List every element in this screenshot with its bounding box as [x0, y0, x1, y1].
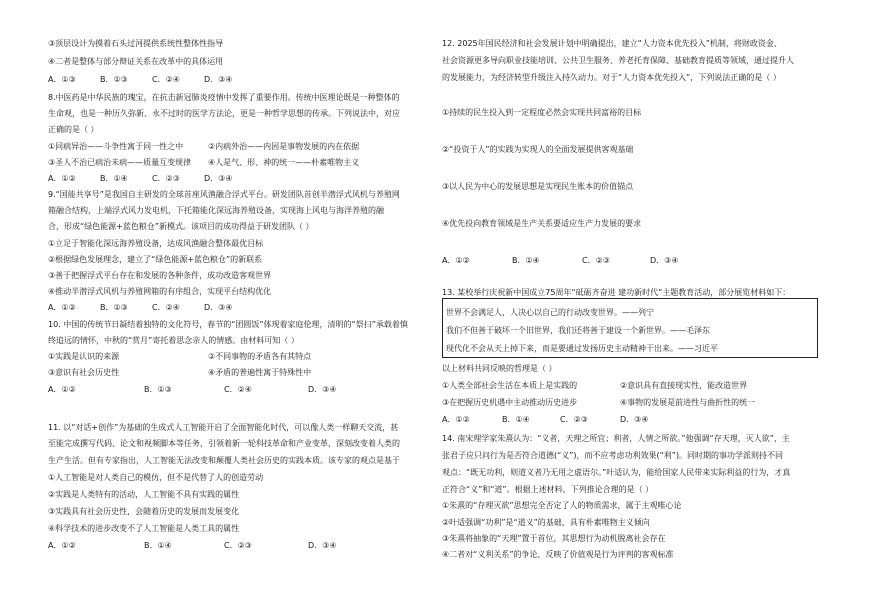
option-d[interactable]: D．③④	[204, 75, 233, 84]
q11-stem-3: 生产生活。但有专家指出，人工智能无法改变和颠覆人类社会历史的实践本质。该专家的观点是基于	[48, 456, 400, 465]
quote-lenin: 世界不会满足人，人决心以自己的行动改变世界。——列宁	[446, 308, 654, 317]
option-d[interactable]: D．③④	[308, 385, 337, 394]
q11-choice-2: ②实践是人类特有的活动，人工智能不具有实践的属性	[48, 490, 240, 499]
option-a[interactable]: A．①②	[48, 385, 76, 394]
option-c[interactable]: C．②④	[224, 385, 252, 394]
q13-stem-2: 以上材料共同反映的哲理是（ ）	[442, 364, 557, 373]
q14-stem-4: 正符合“义”和“道”。根据上述材料，下列推论合理的是（ ）	[442, 485, 654, 494]
q11-choice-3: ③实践具有社会历史性，会随着历史的发展而发展变化	[48, 507, 240, 516]
q10-stem-2: 终追远的情怀，中秋的“赏月”寄托着思念亲人的情感。由材料可知（ ）	[48, 336, 299, 345]
q8-choice-3: ③圣人不治已病治未病——质量互变规律	[48, 158, 192, 167]
option-a[interactable]: A．①②	[48, 303, 76, 312]
q9-choice-2: ②根据绿色发展理念，建立了“绿色能源+蓝色粮仓”的新联系	[48, 255, 263, 264]
option-d[interactable]: D．③④	[620, 415, 649, 424]
q8-choice-4: ④人是气、形、神的统一——朴素唯物主义	[208, 158, 360, 167]
q9-choice-1: ①立足于智能化深远海养殖设备，达成风渔融合整体最优目标	[48, 239, 264, 248]
option-b[interactable]: B．①④	[100, 174, 128, 183]
option-b[interactable]: B．①③	[100, 303, 128, 312]
option-b[interactable]: B．①③	[100, 75, 128, 84]
q12-choice-4: ④优先投向教育领域是生产关系要适应生产力发展的要求	[442, 219, 642, 228]
option-c[interactable]: C．②③	[224, 541, 252, 550]
q9-stem-1: 9.“国能共享号”是我国自主研发的全球首座风渔融合浮式平台。研发团队首创半潜浮式风机与养殖网	[48, 190, 400, 199]
q14-stem-2: 张君子应只问行为是否符合道德(“义”)，而不应考虑功利效果(“利”)。同时期的事功学派则持不同	[442, 451, 784, 460]
option-c[interactable]: C．②③	[560, 415, 588, 424]
q11-choice-4: ④科学技术的进步改变不了人工智能是人类工具的属性	[48, 524, 240, 533]
q12-choice-3: ③以人民为中心的发展思想是实现民生账本的价值锚点	[442, 182, 634, 191]
q14-choice-3: ③朱熹将抽象的“天理”置于首位，其思想行为动机脱离社会存在	[442, 534, 666, 543]
option-a[interactable]: A．①③	[48, 75, 76, 84]
option-c[interactable]: C．②③	[152, 174, 180, 183]
q13-choice-3: ③在把握历史机遇中主动推动历史进步	[442, 398, 578, 407]
option-a[interactable]: A．①②	[442, 415, 470, 424]
q13-stem-1: 13. 某校举行庆祝新中国成立75周年“砥砺齐奋进 建功新时代”主题教育活动，部分展览材料如下：	[442, 288, 791, 297]
q12-stem-2: 社会资源更多导向职业技能培训、公共卫生服务、养老托育保障、基础教育提质等领域，通过提升人	[442, 56, 794, 65]
q9-stem-2: 箱融合结构，上端浮式风力发电机，下托箱能化深远海养殖设备，实现海上风电与海洋养殖的融	[48, 206, 384, 215]
option-d[interactable]: D．③④	[204, 303, 233, 312]
option-3-prev: ③顶层设计为摸着石头过河提供系统性整体性指导	[48, 39, 224, 48]
option-a[interactable]: A．①②	[442, 256, 470, 265]
quote-mao: 我们不但善于破坏一个旧世界，我们还将善于建设一个新世界。——毛泽东	[446, 326, 710, 335]
q10-choice-4: ④矛盾的普遍性寓于特殊性中	[208, 368, 312, 377]
q11-stem-2: 至能完成撰写代码、论文和视频脚本等任务，引领着新一轮科技革命和产业变革，深刻改变着人类的	[48, 439, 400, 448]
option-c[interactable]: C．②④	[152, 75, 180, 84]
q8-choice-2: ②内病外治——内因是事物发展的内在依据	[208, 142, 360, 151]
option-b[interactable]: B．①④	[512, 256, 540, 265]
option-a[interactable]: A．①②	[48, 174, 76, 183]
option-b[interactable]: B．①④	[144, 541, 172, 550]
q10-choice-2: ②不同事物的矛盾各有其特点	[208, 352, 312, 361]
q9-stem-3: 合，形成“绿色能源+蓝色粮仓”新模式。该项目的成功得益于研发团队（ ）	[48, 222, 314, 231]
option-d[interactable]: D．③④	[308, 541, 337, 550]
q12-stem-1: 12. 2025年国民经济和社会发展计划中明确提出，建立“人力资本优先投入”机制，将财政资金、	[442, 39, 782, 48]
q12-choice-2: ②“投资于人”的实践为实现人的全面发展提供客观基础	[442, 145, 634, 154]
option-c[interactable]: C．②④	[152, 303, 180, 312]
q12-choice-1: ①持续的民生投入到一定程度必然会实现共同富裕的目标	[442, 108, 642, 117]
option-c[interactable]: C．②③	[582, 256, 610, 265]
q11-choice-1: ①人工智能是对人类自己的模仿，但不是代替了人的创造劳动	[48, 473, 264, 482]
q10-choice-3: ③意识有社会历史性	[48, 368, 120, 377]
q9-choice-3: ③善于把握浮式平台存在和发展的各种条件，成功改造客观世界	[48, 271, 272, 280]
q8-stem-1: 8.中医药是中华民族的瑰宝，在抗击新冠肺炎疫情中发挥了重要作用。传统中医理论既是一种整体的	[48, 93, 400, 102]
q14-stem-3: 观点：“既无功利，则道义者乃无用之虚语尔。”叶适认为，能给国家人民带来实际利益的行为，才真	[442, 468, 791, 477]
option-b[interactable]: B．①③	[144, 385, 172, 394]
q10-choice-1: ①实践是认识的来源	[48, 352, 120, 361]
q13-choice-2: ②意识具有直接现实性，能改造世界	[620, 381, 748, 390]
q14-choice-2: ②叶适强调“功利”是“道义”的基础，具有朴素唯物主义倾向	[442, 518, 650, 527]
quote-xi: 现代化不会从天上掉下来，而是要通过发扬历史主动精神干出来。——习近平	[446, 344, 718, 353]
q14-choice-4: ④二者对“义利关系”的争论，反映了价值观是行为评判的客观标准	[442, 550, 674, 559]
q9-choice-4: ④推动半潜浮式风机与养殖网箱的有序组合，实现平台结构优化	[48, 287, 272, 296]
option-4-prev: ④二者是整体与部分辩证关系在改革中的具体运用	[48, 57, 224, 66]
option-b[interactable]: B．①④	[502, 415, 530, 424]
q11-stem-1: 11. 以“对话+创作”为基础的生成式人工智能开启了全面智能化时代，可以像人类一样聊天交流，甚	[48, 423, 399, 432]
q8-choice-1: ①同病异治——斗争性寓于同一性之中	[48, 142, 184, 151]
option-d[interactable]: D．③④	[650, 256, 679, 265]
q13-choice-1: ①人类全部社会生活在本质上是实践的	[442, 381, 578, 390]
option-a[interactable]: A．①②	[48, 541, 76, 550]
q8-stem-2: 生命观，也是一种历久弥新、永不过时的医学方法论，更是一种哲学思想的传承。下列说法中，对应	[48, 109, 400, 118]
q8-stem-3: 正确的是（ ）	[48, 125, 99, 134]
q14-choice-1: ①朱熹的“存理灭欲”思想完全否定了人的物质需求，属于主观唯心论	[442, 501, 682, 510]
q12-stem-3: 的发展能力，为经济转型升级注入持久动力。对于“人力资本优先投入”，下列说法正确的是（ ）	[442, 73, 781, 82]
q10-stem-1: 10. 中国的传统节日凝结着独特的文化符号，春节的“团圆饭”体现着家庭伦理，清明的“祭扫”承载着慎	[48, 320, 408, 329]
option-d[interactable]: D．③④	[204, 174, 233, 183]
q13-choice-4: ④事物的发展是前进性与曲折性的统一	[620, 398, 756, 407]
q14-stem-1: 14. 南宋理学家朱熹认为：“义者，天理之所宜；利者，人情之所欲。”他强调“存天理，灭人欲”，主	[442, 434, 790, 443]
